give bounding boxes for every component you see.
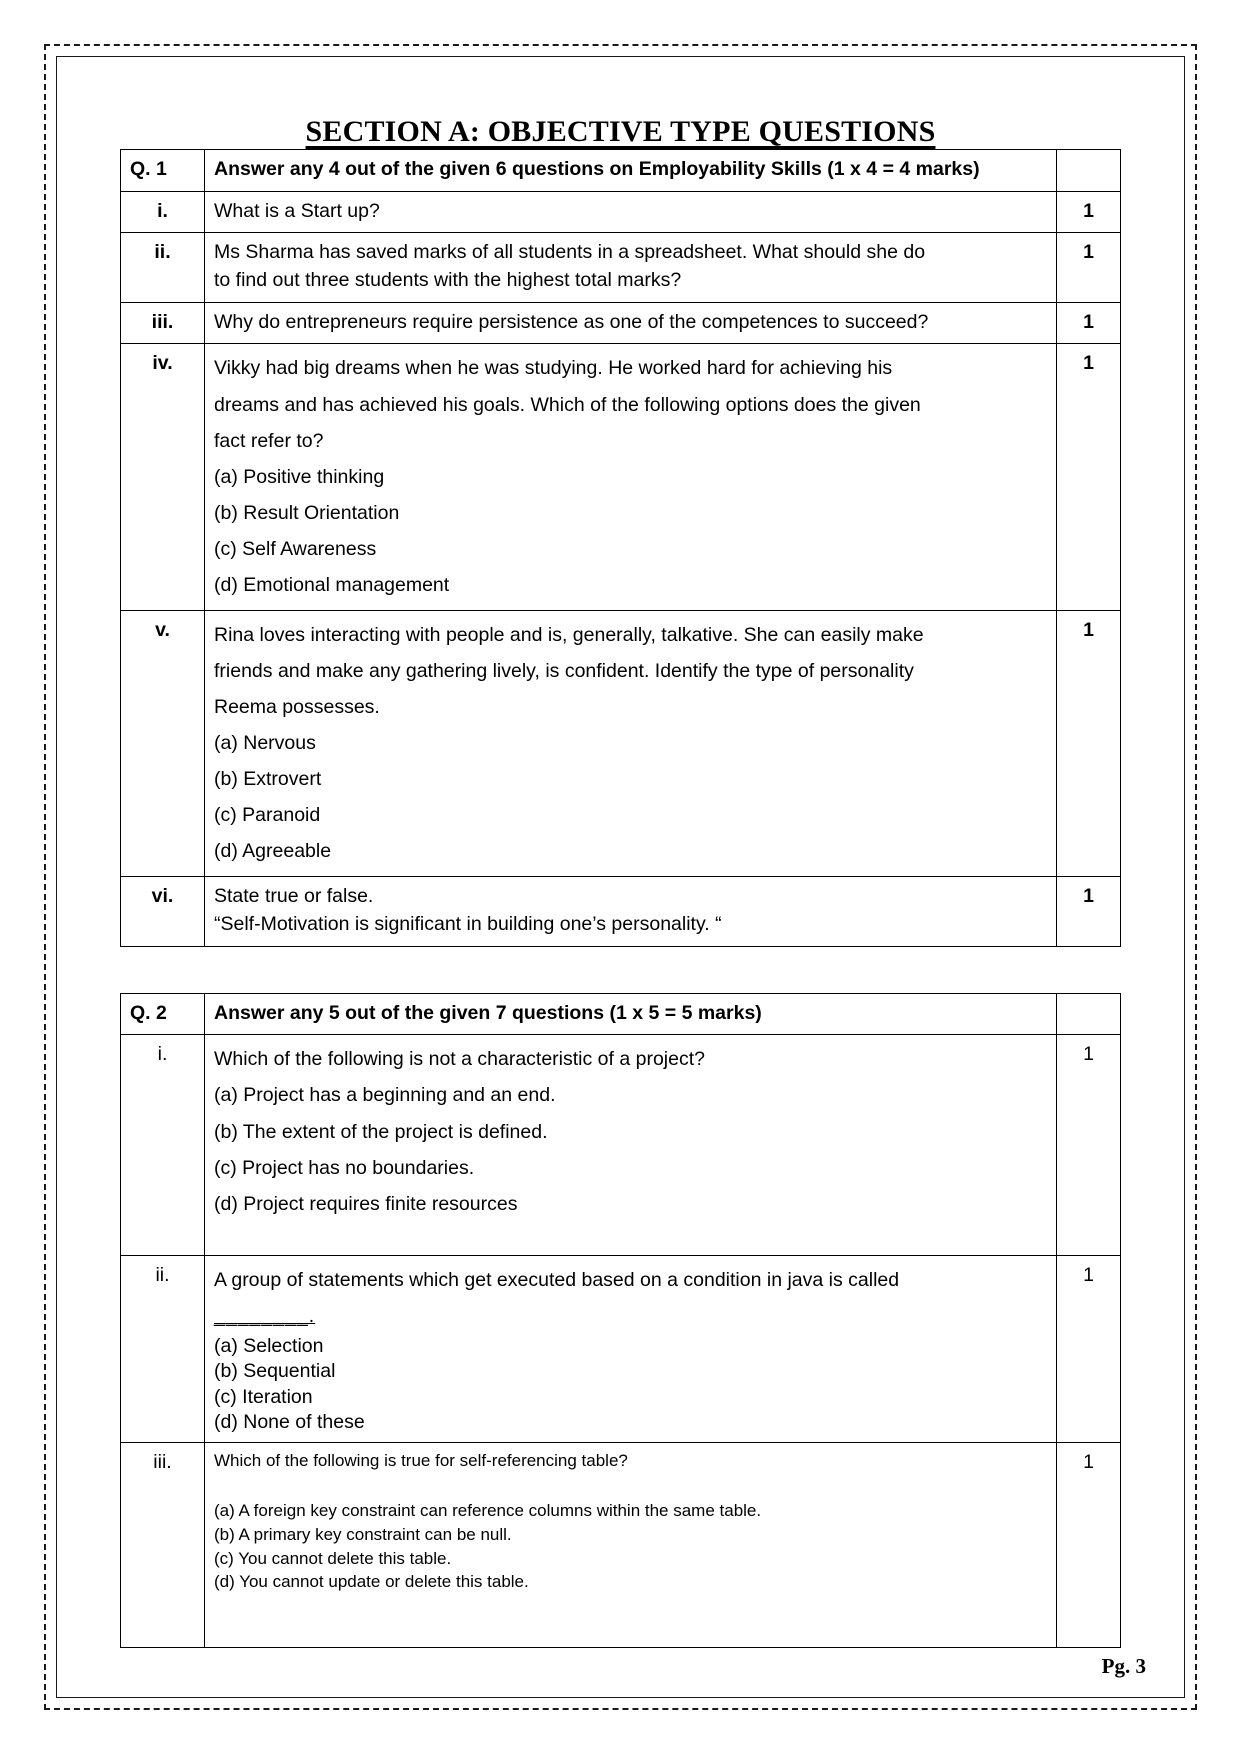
q2-row-ii-body [205, 1255, 1057, 1443]
table-row [121, 1035, 1121, 1255]
option-line: (c) Paranoid [214, 804, 321, 827]
spacer [214, 1594, 1047, 1640]
q1-row-vi-body [205, 877, 1057, 946]
text-line: Rina loves interacting with people and is, generally, talkative. She can easily make [214, 623, 924, 646]
q1-row-i-marks: 1 [1057, 191, 1121, 233]
option-line: (c) You cannot delete this table. [214, 1548, 452, 1568]
blank-fill-line: ________. [214, 1304, 316, 1327]
q1-row-ii-num: ii. [121, 233, 205, 302]
text-line: fact refer to? [214, 429, 324, 452]
text-line: to find out three students with the highest total marks? [214, 269, 682, 292]
option-line: (c) Self Awareness [214, 537, 377, 560]
q2-header-text: Answer any 5 out of the given 7 questions (1 x 5 = 5 marks) [205, 993, 1057, 1035]
text-line: State true or false. [214, 885, 374, 908]
option-line: (a) Project has a beginning and an end. [214, 1084, 556, 1107]
q2-row-i-num: i. [121, 1035, 205, 1255]
page-content [57, 57, 1184, 1697]
option-line: (c) Project has no boundaries. [214, 1156, 475, 1179]
table-spacer [95, 947, 1146, 993]
page-number-footer: Pg. 3 [1101, 1654, 1146, 1678]
q1-header-marks [1057, 150, 1121, 192]
table-row [121, 150, 1121, 192]
question-2-table [120, 993, 1121, 1648]
table-row [121, 1443, 1121, 1648]
q2-row-iii-num: iii. [121, 1443, 205, 1648]
q1-row-i-num: i. [121, 191, 205, 233]
page-title: SECTION A: OBJECTIVE TYPE QUESTIONS [305, 115, 936, 148]
page-dashed-border [44, 44, 1197, 1710]
q1-row-iii-marks: 1 [1057, 302, 1121, 344]
option-line: (b) The extent of the project is defined. [214, 1120, 548, 1143]
q1-row-iii-num: iii. [121, 302, 205, 344]
text-line: Vikky had big dreams when he was studying. He worked hard for achieving his [214, 357, 893, 380]
q2-row-i-body [205, 1035, 1057, 1255]
q1-row-ii-body [205, 233, 1057, 302]
option-line: (a) Selection [214, 1334, 324, 1357]
q2-row-iii-body [205, 1443, 1057, 1648]
q1-row-iv-num: iv. [121, 344, 205, 610]
text-line: Reema possesses. [214, 696, 380, 718]
q2-label: Q. 2 [121, 993, 205, 1035]
q2-header-marks [1057, 993, 1121, 1035]
q1-row-v-body [205, 610, 1057, 876]
option-line: (a) Positive thinking [214, 465, 385, 488]
option-line: (d) None of these [214, 1410, 365, 1433]
option-line: (b) Sequential [214, 1360, 336, 1383]
q1-label: Q. 1 [121, 150, 205, 192]
text-line: Ms Sharma has saved marks of all students in a spreadsheet. What should she do [214, 241, 926, 264]
option-line: (d) You cannot update or delete this table. [214, 1572, 529, 1592]
option-line: (a) A foreign key constraint can reference columns within the same table. [214, 1500, 762, 1520]
option-line: (b) Extrovert [214, 768, 322, 791]
q1-row-vi-num: vi. [121, 877, 205, 946]
table-row [121, 1255, 1121, 1443]
q2-row-i-marks: 1 [1057, 1035, 1121, 1255]
text-line: “Self-Motivation is significant in building one’s personality. “ [214, 913, 722, 935]
text-line: Which of the following is true for self-referencing table? [214, 1451, 628, 1471]
table-row [121, 344, 1121, 610]
q1-row-vi-marks: 1 [1057, 877, 1121, 946]
text-line: dreams and has achieved his goals. Which of the following options does the given [214, 393, 921, 416]
q1-row-iv-body [205, 344, 1057, 610]
option-line: (c) Iteration [214, 1385, 313, 1408]
spacer [214, 1222, 1047, 1248]
question-1-table [120, 149, 1121, 947]
q1-row-iv-marks: 1 [1057, 344, 1121, 610]
table-row [121, 610, 1121, 876]
table-row [121, 191, 1121, 233]
option-line: (b) A primary key constraint can be null. [214, 1524, 512, 1544]
text-line: Why do entrepreneurs require persistence as one of the competences to succeed? [214, 310, 929, 333]
q1-row-iii-body [205, 302, 1057, 344]
option-line: (a) Nervous [214, 732, 316, 755]
q2-row-ii-marks: 1 [1057, 1255, 1121, 1443]
text-line: Which of the following is not a characteristic of a project? [214, 1048, 705, 1071]
q1-row-v-marks: 1 [1057, 610, 1121, 876]
q2-row-iii-marks: 1 [1057, 1443, 1121, 1648]
q1-header-text: Answer any 4 out of the given 6 questions on Employability Skills (1 x 4 = 4 marks) [205, 150, 1057, 192]
option-line: (d) Agreeable [214, 840, 332, 863]
option-line: (d) Project requires finite resources [214, 1192, 518, 1215]
option-line: (d) Emotional management [214, 573, 450, 596]
q1-row-v-num: v. [121, 610, 205, 876]
option-line: (b) Result Orientation [214, 501, 400, 524]
text-line: friends and make any gathering lively, is confident. Identify the type of personality [214, 659, 914, 682]
spacer [214, 1473, 1047, 1499]
page-inner-border [56, 56, 1185, 1698]
table-row [121, 993, 1121, 1035]
q2-row-ii-num: ii. [121, 1255, 205, 1443]
text-line: A group of statements which get executed based on a condition in java is called [214, 1268, 900, 1291]
table-row [121, 877, 1121, 946]
q1-row-ii-marks: 1 [1057, 233, 1121, 302]
table-row [121, 233, 1121, 302]
table-row [121, 302, 1121, 344]
q1-row-i-body [205, 191, 1057, 233]
text-line: What is a Start up? [214, 199, 380, 222]
